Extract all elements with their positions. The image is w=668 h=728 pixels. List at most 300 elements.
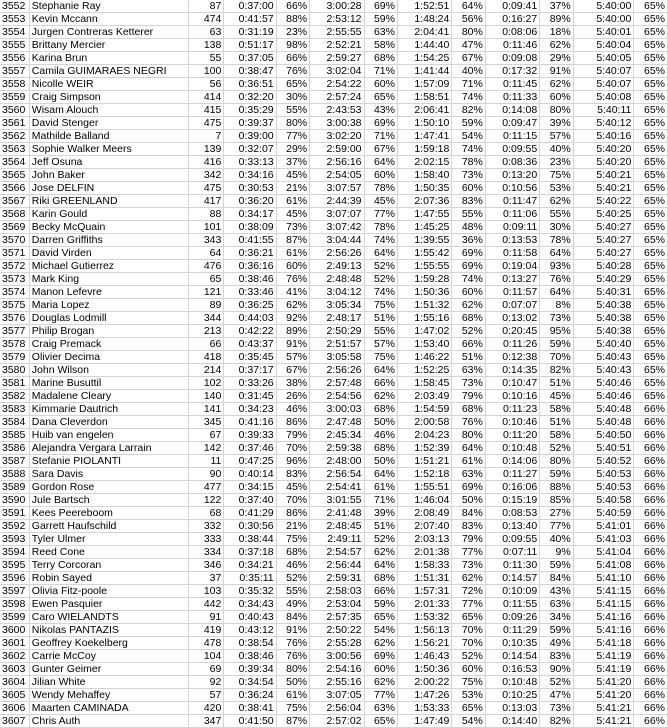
swim-pct-cell: 92% — [276, 312, 309, 325]
table-row — [0, 403, 668, 416]
run-time-cell: 1:52:18 — [397, 468, 451, 481]
athlete-name-cell: Jose DELFIN — [29, 182, 188, 195]
run-time-cell: 2:03:49 — [397, 390, 451, 403]
table-row — [0, 104, 668, 117]
run-pct-cell: 77% — [452, 598, 485, 611]
run-time-cell: 1:58:33 — [397, 559, 451, 572]
swim-time-cell: 0:37:00 — [224, 0, 276, 13]
swim-time-cell: 0:38:41 — [224, 702, 276, 715]
swim-time-cell: 0:42:22 — [224, 325, 276, 338]
bike-pct-cell: 52% — [364, 273, 397, 286]
athlete-name-cell: Stefanie PIOLANTI — [29, 455, 188, 468]
run-time-cell: 1:57:09 — [397, 78, 451, 91]
total-pct-cell: 66% — [634, 468, 668, 481]
athlete-name-cell: Dana Cleverdon — [29, 416, 188, 429]
swim-pct-cell: 66% — [276, 52, 309, 65]
total-pct-cell: 66% — [634, 546, 668, 559]
athlete-name-cell: Geoffrey Koekelberg — [29, 637, 188, 650]
total-time-cell: 5:40:38 — [573, 325, 634, 338]
transition-time-cell: 0:14:54 — [485, 650, 539, 663]
transition-time-cell: 0:11:47 — [485, 195, 539, 208]
transition-pct-cell: 64% — [540, 247, 573, 260]
transition-time-cell: 0:11:30 — [485, 559, 539, 572]
bike-pct-cell: 60% — [364, 78, 397, 91]
swim-time-cell: 0:32:07 — [224, 143, 276, 156]
run-time-cell: 1:39:55 — [397, 234, 451, 247]
bike-time-cell: 3:00:03 — [310, 403, 364, 416]
run-pct-cell: 47% — [452, 39, 485, 52]
total-time-cell: 5:40:04 — [573, 39, 634, 52]
swim-time-cell: 0:39:00 — [224, 130, 276, 143]
bike-pct-cell: 64% — [364, 559, 397, 572]
bike-pct-cell: 43% — [364, 104, 397, 117]
table-row — [0, 663, 668, 676]
bike-time-cell: 3:00:28 — [310, 0, 364, 13]
swim-time-cell: 0:44:03 — [224, 312, 276, 325]
run-pct-cell: 65% — [452, 702, 485, 715]
bib-cell: 90 — [188, 468, 224, 481]
swim-time-cell: 0:41:50 — [224, 715, 276, 728]
bike-pct-cell: 77% — [364, 689, 397, 702]
swim-time-cell: 0:32:20 — [224, 91, 276, 104]
bib-cell: 346 — [188, 559, 224, 572]
place-cell: 3571 — [0, 247, 29, 260]
transition-pct-cell: 59% — [540, 624, 573, 637]
bib-cell: 121 — [188, 286, 224, 299]
bike-time-cell: 2:45:34 — [310, 429, 364, 442]
run-pct-cell: 53% — [452, 689, 485, 702]
swim-time-cell: 0:38:44 — [224, 533, 276, 546]
total-pct-cell: 65% — [634, 273, 668, 286]
bike-pct-cell: 51% — [364, 520, 397, 533]
swim-pct-cell: 52% — [276, 572, 309, 585]
total-time-cell: 5:41:15 — [573, 598, 634, 611]
total-time-cell: 5:41:08 — [573, 559, 634, 572]
run-pct-cell: 64% — [452, 442, 485, 455]
bib-cell: 89 — [188, 299, 224, 312]
bike-pct-cell: 78% — [364, 182, 397, 195]
swim-pct-cell: 70% — [276, 442, 309, 455]
run-pct-cell: 68% — [452, 312, 485, 325]
athlete-name-cell: Mathilde Balland — [29, 130, 188, 143]
run-pct-cell: 60% — [452, 663, 485, 676]
swim-time-cell: 0:35:32 — [224, 585, 276, 598]
run-time-cell: 1:54:59 — [397, 403, 451, 416]
total-pct-cell: 66% — [634, 533, 668, 546]
run-time-cell: 1:55:55 — [397, 260, 451, 273]
table-row — [0, 377, 668, 390]
bike-pct-cell: 63% — [364, 702, 397, 715]
table-row — [0, 585, 668, 598]
swim-time-cell: 0:34:17 — [224, 208, 276, 221]
swim-pct-cell: 70% — [276, 494, 309, 507]
total-pct-cell: 66% — [634, 442, 668, 455]
transition-pct-cell: 34% — [540, 611, 573, 624]
place-cell: 3587 — [0, 455, 29, 468]
bike-pct-cell: 71% — [364, 494, 397, 507]
table-row — [0, 78, 668, 91]
transition-pct-cell: 49% — [540, 637, 573, 650]
place-cell: 3601 — [0, 637, 29, 650]
transition-time-cell: 0:15:19 — [485, 494, 539, 507]
table-row — [0, 13, 668, 26]
swim-pct-cell: 38% — [276, 377, 309, 390]
run-time-cell: 1:52:51 — [397, 0, 451, 13]
run-time-cell: 2:03:13 — [397, 533, 451, 546]
athlete-name-cell: John Baker — [29, 169, 188, 182]
bike-time-cell: 2:59:31 — [310, 572, 364, 585]
place-cell: 3568 — [0, 208, 29, 221]
total-pct-cell: 66% — [634, 559, 668, 572]
total-time-cell: 5:40:58 — [573, 494, 634, 507]
swim-pct-cell: 23% — [276, 26, 309, 39]
run-pct-cell: 51% — [452, 351, 485, 364]
table-row — [0, 143, 668, 156]
swim-pct-cell: 66% — [276, 0, 309, 13]
total-time-cell: 5:40:50 — [573, 429, 634, 442]
bike-pct-cell: 57% — [364, 338, 397, 351]
bike-time-cell: 2:52:21 — [310, 39, 364, 52]
bike-pct-cell: 62% — [364, 390, 397, 403]
swim-pct-cell: 55% — [276, 104, 309, 117]
athlete-name-cell: Madalene Cleary — [29, 390, 188, 403]
athlete-name-cell: Kimmarie Dautrich — [29, 403, 188, 416]
athlete-name-cell: Jule Bartsch — [29, 494, 188, 507]
transition-pct-cell: 59% — [540, 338, 573, 351]
run-time-cell: 1:53:33 — [397, 702, 451, 715]
bike-time-cell: 3:04:12 — [310, 286, 364, 299]
total-time-cell: 5:40:40 — [573, 338, 634, 351]
bib-cell: 333 — [188, 533, 224, 546]
table-row — [0, 52, 668, 65]
bib-cell: 214 — [188, 364, 224, 377]
transition-time-cell: 0:08:06 — [485, 26, 539, 39]
bike-pct-cell: 64% — [364, 364, 397, 377]
table-row — [0, 442, 668, 455]
swim-pct-cell: 21% — [276, 520, 309, 533]
bike-pct-cell: 61% — [364, 481, 397, 494]
transition-pct-cell: 37% — [540, 0, 573, 13]
run-pct-cell: 74% — [452, 91, 485, 104]
total-time-cell: 5:40:22 — [573, 195, 634, 208]
run-time-cell: 1:47:55 — [397, 208, 451, 221]
run-pct-cell: 71% — [452, 78, 485, 91]
total-pct-cell: 65% — [634, 312, 668, 325]
swim-pct-cell: 98% — [276, 39, 309, 52]
bike-time-cell: 3:07:07 — [310, 208, 364, 221]
swim-pct-cell: 96% — [276, 455, 309, 468]
bike-time-cell: 2:48:17 — [310, 312, 364, 325]
run-time-cell: 2:04:41 — [397, 26, 451, 39]
place-cell: 3599 — [0, 611, 29, 624]
transition-pct-cell: 63% — [540, 598, 573, 611]
table-row — [0, 533, 668, 546]
bib-cell: 103 — [188, 585, 224, 598]
bike-pct-cell: 59% — [364, 13, 397, 26]
transition-time-cell: 0:16:06 — [485, 481, 539, 494]
transition-time-cell: 0:10:48 — [485, 676, 539, 689]
swim-pct-cell: 80% — [276, 117, 309, 130]
bike-pct-cell: 59% — [364, 598, 397, 611]
run-pct-cell: 60% — [452, 182, 485, 195]
table-row — [0, 559, 668, 572]
run-pct-cell: 61% — [452, 455, 485, 468]
bib-cell: 477 — [188, 481, 224, 494]
transition-time-cell: 0:11:27 — [485, 468, 539, 481]
total-time-cell: 5:41:04 — [573, 546, 634, 559]
bike-time-cell: 3:02:04 — [310, 65, 364, 78]
total-pct-cell: 66% — [634, 494, 668, 507]
run-pct-cell: 74% — [452, 273, 485, 286]
swim-pct-cell: 61% — [276, 195, 309, 208]
run-time-cell: 2:00:58 — [397, 416, 451, 429]
bib-cell: 102 — [188, 377, 224, 390]
transition-pct-cell: 39% — [540, 117, 573, 130]
bike-time-cell: 2:53:12 — [310, 13, 364, 26]
run-pct-cell: 54% — [452, 130, 485, 143]
bike-time-cell: 3:07:05 — [310, 689, 364, 702]
swim-pct-cell: 45% — [276, 481, 309, 494]
transition-time-cell: 0:08:53 — [485, 507, 539, 520]
total-pct-cell: 65% — [634, 377, 668, 390]
swim-time-cell: 0:37:05 — [224, 52, 276, 65]
place-cell: 3570 — [0, 234, 29, 247]
place-cell: 3596 — [0, 572, 29, 585]
athlete-name-cell: David Stenger — [29, 117, 188, 130]
place-cell: 3588 — [0, 468, 29, 481]
bike-time-cell: 3:04:44 — [310, 234, 364, 247]
total-time-cell: 5:40:38 — [573, 299, 634, 312]
total-pct-cell: 66% — [634, 572, 668, 585]
swim-time-cell: 0:34:21 — [224, 559, 276, 572]
transition-pct-cell: 58% — [540, 403, 573, 416]
total-pct-cell: 66% — [634, 507, 668, 520]
run-pct-cell: 79% — [452, 533, 485, 546]
transition-pct-cell: 64% — [540, 286, 573, 299]
transition-time-cell: 0:13:03 — [485, 702, 539, 715]
table-row — [0, 676, 668, 689]
bib-cell: 478 — [188, 637, 224, 650]
run-time-cell: 2:04:23 — [397, 429, 451, 442]
table-row — [0, 637, 668, 650]
bike-time-cell: 2:56:26 — [310, 247, 364, 260]
place-cell: 3555 — [0, 39, 29, 52]
athlete-name-cell: Karina Brun — [29, 52, 188, 65]
swim-time-cell: 0:35:11 — [224, 572, 276, 585]
run-pct-cell: 67% — [452, 52, 485, 65]
athlete-name-cell: Ewen Pasquier — [29, 598, 188, 611]
bib-cell: 476 — [188, 260, 224, 273]
place-cell: 3597 — [0, 585, 29, 598]
transition-pct-cell: 27% — [540, 507, 573, 520]
run-pct-cell: 80% — [452, 429, 485, 442]
swim-pct-cell: 26% — [276, 390, 309, 403]
swim-time-cell: 0:43:12 — [224, 624, 276, 637]
total-pct-cell: 66% — [634, 403, 668, 416]
athlete-name-cell: Gordon Rose — [29, 481, 188, 494]
run-time-cell: 2:07:40 — [397, 520, 451, 533]
run-time-cell: 1:54:25 — [397, 52, 451, 65]
run-pct-cell: 82% — [452, 104, 485, 117]
swim-pct-cell: 76% — [276, 273, 309, 286]
transition-pct-cell: 57% — [540, 130, 573, 143]
athlete-name-cell: Mark King — [29, 273, 188, 286]
total-pct-cell: 65% — [634, 117, 668, 130]
swim-time-cell: 0:37:18 — [224, 546, 276, 559]
run-pct-cell: 50% — [452, 494, 485, 507]
total-time-cell: 5:40:46 — [573, 377, 634, 390]
run-time-cell: 1:55:51 — [397, 481, 451, 494]
run-time-cell: 1:47:02 — [397, 325, 451, 338]
swim-time-cell: 0:33:46 — [224, 286, 276, 299]
transition-time-cell: 0:10:35 — [485, 637, 539, 650]
transition-time-cell: 0:16:27 — [485, 13, 539, 26]
swim-pct-cell: 88% — [276, 13, 309, 26]
table-row — [0, 65, 668, 78]
bib-cell: 345 — [188, 416, 224, 429]
transition-pct-cell: 52% — [540, 442, 573, 455]
table-row — [0, 130, 668, 143]
total-time-cell: 5:40:59 — [573, 507, 634, 520]
table-row — [0, 234, 668, 247]
transition-time-cell: 0:07:11 — [485, 546, 539, 559]
athlete-name-cell: Maria Lopez — [29, 299, 188, 312]
swim-pct-cell: 37% — [276, 156, 309, 169]
swim-time-cell: 0:39:34 — [224, 663, 276, 676]
transition-pct-cell: 43% — [540, 585, 573, 598]
swim-time-cell: 0:34:43 — [224, 598, 276, 611]
run-time-cell: 1:47:26 — [397, 689, 451, 702]
swim-time-cell: 0:41:29 — [224, 507, 276, 520]
athlete-name-cell: Camila GUIMARAES NEGRI — [29, 65, 188, 78]
table-row — [0, 91, 668, 104]
transition-pct-cell: 80% — [540, 455, 573, 468]
total-pct-cell: 65% — [634, 91, 668, 104]
run-time-cell: 1:58:40 — [397, 169, 451, 182]
transition-time-cell: 0:10:16 — [485, 390, 539, 403]
transition-pct-cell: 40% — [540, 533, 573, 546]
swim-pct-cell: 49% — [276, 598, 309, 611]
bike-time-cell: 3:01:55 — [310, 494, 364, 507]
transition-pct-cell: 29% — [540, 52, 573, 65]
place-cell: 3578 — [0, 338, 29, 351]
bike-pct-cell: 66% — [364, 377, 397, 390]
total-time-cell: 5:40:11 — [573, 104, 634, 117]
bib-cell: 442 — [188, 598, 224, 611]
swim-time-cell: 0:40:14 — [224, 468, 276, 481]
place-cell: 3556 — [0, 52, 29, 65]
run-time-cell: 2:06:41 — [397, 104, 451, 117]
swim-time-cell: 0:36:24 — [224, 689, 276, 702]
place-cell: 3593 — [0, 533, 29, 546]
swim-pct-cell: 73% — [276, 221, 309, 234]
bike-pct-cell: 67% — [364, 143, 397, 156]
swim-pct-cell: 87% — [276, 715, 309, 728]
bib-cell: 67 — [188, 429, 224, 442]
table-row — [0, 507, 668, 520]
place-cell: 3552 — [0, 0, 29, 13]
swim-pct-cell: 45% — [276, 169, 309, 182]
bike-pct-cell: 78% — [364, 221, 397, 234]
run-time-cell: 1:57:31 — [397, 585, 451, 598]
run-pct-cell: 75% — [452, 676, 485, 689]
bike-pct-cell: 46% — [364, 429, 397, 442]
athlete-name-cell: Olivier Decima — [29, 351, 188, 364]
total-pct-cell: 65% — [634, 221, 668, 234]
swim-time-cell: 0:35:29 — [224, 104, 276, 117]
bike-time-cell: 3:00:56 — [310, 650, 364, 663]
bike-pct-cell: 77% — [364, 208, 397, 221]
transition-pct-cell: 62% — [540, 39, 573, 52]
transition-pct-cell: 47% — [540, 689, 573, 702]
total-time-cell: 5:41:16 — [573, 611, 634, 624]
transition-pct-cell: 82% — [540, 715, 573, 728]
bib-cell: 69 — [188, 663, 224, 676]
swim-time-cell: 0:38:47 — [224, 65, 276, 78]
athlete-name-cell: Jurgen Contreras Ketterer — [29, 26, 188, 39]
table-row — [0, 338, 668, 351]
place-cell: 3566 — [0, 182, 29, 195]
total-time-cell: 5:41:15 — [573, 585, 634, 598]
bike-time-cell: 2:50:22 — [310, 624, 364, 637]
total-time-cell: 5:40:00 — [573, 0, 634, 13]
table-row — [0, 715, 668, 728]
swim-pct-cell: 61% — [276, 689, 309, 702]
athlete-name-cell: Alejandra Vergara Larrain — [29, 442, 188, 455]
total-pct-cell: 65% — [634, 247, 668, 260]
bib-cell: 140 — [188, 390, 224, 403]
swim-pct-cell: 46% — [276, 403, 309, 416]
swim-pct-cell: 91% — [276, 624, 309, 637]
run-time-cell: 2:02:15 — [397, 156, 451, 169]
run-pct-cell: 69% — [452, 481, 485, 494]
place-cell: 3585 — [0, 429, 29, 442]
run-pct-cell: 70% — [452, 624, 485, 637]
swim-time-cell: 0:39:37 — [224, 117, 276, 130]
place-cell: 3569 — [0, 221, 29, 234]
bib-cell: 122 — [188, 494, 224, 507]
total-time-cell: 5:40:12 — [573, 117, 634, 130]
table-row — [0, 520, 668, 533]
transition-pct-cell: 91% — [540, 65, 573, 78]
athlete-name-cell: Becky McQuain — [29, 221, 188, 234]
athlete-name-cell: Manon Lefevre — [29, 286, 188, 299]
run-time-cell: 1:55:16 — [397, 312, 451, 325]
total-pct-cell: 65% — [634, 0, 668, 13]
run-time-cell: 1:52:39 — [397, 442, 451, 455]
run-pct-cell: 64% — [452, 0, 485, 13]
athlete-name-cell: Sophie Walker Meers — [29, 143, 188, 156]
table-row — [0, 208, 668, 221]
total-time-cell: 5:40:38 — [573, 312, 634, 325]
total-time-cell: 5:40:21 — [573, 169, 634, 182]
place-cell: 3579 — [0, 351, 29, 364]
transition-time-cell: 0:11:46 — [485, 39, 539, 52]
place-cell: 3584 — [0, 416, 29, 429]
run-pct-cell: 62% — [452, 572, 485, 585]
run-pct-cell: 69% — [452, 247, 485, 260]
athlete-name-cell: Kevin Mccann — [29, 13, 188, 26]
run-time-cell: 1:45:25 — [397, 221, 451, 234]
bike-pct-cell: 65% — [364, 611, 397, 624]
run-time-cell: 2:00:22 — [397, 676, 451, 689]
run-pct-cell: 54% — [452, 715, 485, 728]
transition-pct-cell: 45% — [540, 390, 573, 403]
run-pct-cell: 52% — [452, 325, 485, 338]
swim-time-cell: 0:34:23 — [224, 403, 276, 416]
place-cell: 3595 — [0, 559, 29, 572]
swim-time-cell: 0:38:09 — [224, 221, 276, 234]
